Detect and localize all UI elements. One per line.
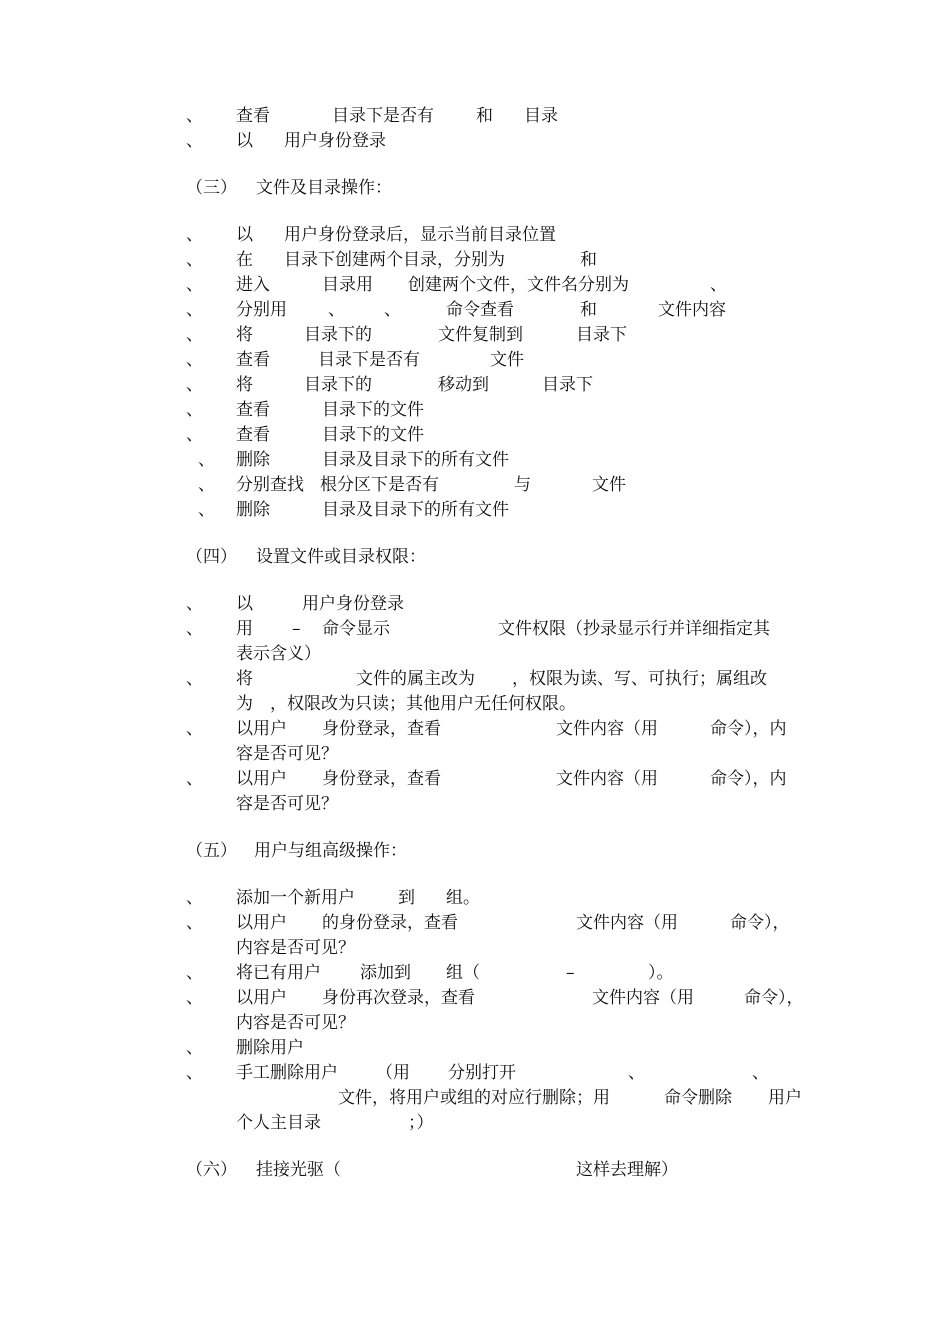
text-segment: 、 (198, 475, 215, 495)
text-segment: 、 (186, 719, 203, 739)
text-segment: 以 (236, 131, 253, 151)
text-segment: 以 (236, 594, 253, 614)
text-segment: 文件内容（用 (556, 719, 658, 739)
text-segment: 组。 (446, 888, 480, 908)
text-segment: 查看 (236, 400, 270, 420)
text-segment: 挂接光驱（ (256, 1160, 341, 1180)
text-segment: 和 (580, 300, 597, 320)
text-segment: （五） (186, 841, 237, 861)
text-segment: 、 (186, 1038, 203, 1058)
text-segment: 、 (186, 769, 203, 789)
text-segment: 身份登录，查看 (322, 719, 441, 739)
text-segment: 、 (186, 669, 203, 689)
text-segment: 、 (186, 275, 203, 295)
text-segment: 查看 (236, 106, 270, 126)
text-segment: 容是否可见？ (236, 744, 338, 764)
text-segment: 将 (236, 669, 253, 689)
text-segment: 文件内容（用 (592, 988, 694, 1008)
text-segment: 删除 (236, 500, 270, 520)
text-segment: 以用户 (236, 913, 287, 933)
text-segment: 文件复制到 (438, 325, 523, 345)
text-segment: 以用户 (236, 769, 287, 789)
text-segment: 文件内容 (658, 300, 726, 320)
text-segment: 个人主目录 (236, 1113, 321, 1133)
text-segment: ）。 (648, 963, 674, 983)
text-segment: 、 (198, 450, 215, 470)
text-segment: 用户身份登录后，显示当前目录位置 (284, 225, 556, 245)
text-segment: 用户身份登录 (302, 594, 404, 614)
text-segment: 添加到 (360, 963, 411, 983)
text-segment: 进入 (236, 275, 270, 295)
text-segment: （用 (376, 1063, 410, 1083)
text-segment: （三） (186, 178, 237, 198)
text-segment: 、 (186, 250, 203, 270)
text-segment: 设置文件或目录权限： (256, 547, 426, 567)
text-segment: 内容是否可见？ (236, 1013, 355, 1033)
text-segment: 目录下创建两个目录，分别为 (284, 250, 505, 270)
text-segment: 、 (186, 375, 203, 395)
text-segment: 、 (186, 963, 203, 983)
text-segment: 以用户 (236, 988, 287, 1008)
text-segment: 身份登录，查看 (322, 769, 441, 789)
text-segment: 用户与组高级操作： (254, 841, 407, 861)
text-segment: 文件权限（抄录显示行并详细指定其 (498, 619, 770, 639)
text-segment: 目录 (524, 106, 558, 126)
text-segment: 移动到 (438, 375, 489, 395)
text-segment: ；） (408, 1113, 434, 1133)
text-segment: 目录下是否有 (318, 350, 420, 370)
text-segment: 将 (236, 325, 253, 345)
text-segment: 目录下 (542, 375, 593, 395)
text-segment: 、 (628, 1063, 645, 1083)
text-segment: 、 (186, 350, 203, 370)
text-segment: 在 (236, 250, 253, 270)
text-segment: 、 (186, 400, 203, 420)
text-segment: 命令显示 (322, 619, 390, 639)
text-segment: 添加一个新用户 (236, 888, 355, 908)
text-segment: 命令），内 (710, 719, 787, 739)
text-segment: 、 (198, 500, 215, 520)
text-segment: 、 (186, 106, 203, 126)
text-segment: 身份再次登录，查看 (322, 988, 475, 1008)
text-segment: 命令删除 (664, 1088, 732, 1108)
text-segment: 和 (580, 250, 597, 270)
text-segment: ，权限改为只读；其他用户无任何权限。 (270, 694, 576, 714)
text-segment: ，权限为读、写、可执行；属组改 (512, 669, 767, 689)
text-segment: 目录下的 (304, 375, 372, 395)
text-segment: 命令），内 (710, 769, 787, 789)
text-segment: 目录下的 (304, 325, 372, 345)
text-segment: 目录下是否有 (332, 106, 434, 126)
text-segment: 、 (186, 300, 203, 320)
text-segment: 和 (476, 106, 493, 126)
text-segment: 容是否可见？ (236, 794, 338, 814)
text-segment: 表示含义） (236, 644, 321, 664)
text-segment: 文件内容（用 (576, 913, 678, 933)
text-segment: 创建两个文件，文件名分别为 (408, 275, 629, 295)
text-segment: 为 (236, 694, 253, 714)
text-segment: 以 (236, 225, 253, 245)
text-segment: 目录下的文件 (322, 425, 424, 445)
text-segment: 与 (514, 475, 531, 495)
text-segment: 、 (710, 275, 727, 295)
text-segment: 命令）， (730, 913, 790, 933)
text-segment: 、 (384, 300, 401, 320)
text-segment: 目录及目录下的所有文件 (322, 500, 509, 520)
text-segment: 命令查看 (446, 300, 514, 320)
text-segment: 、 (186, 325, 203, 345)
text-segment: 文件的属主改为 (356, 669, 475, 689)
text-segment: 查看 (236, 350, 270, 370)
text-segment: 目录下的文件 (322, 400, 424, 420)
text-segment: 组（ (446, 963, 480, 983)
text-segment: 将已有用户 (236, 963, 321, 983)
text-segment: 目录及目录下的所有文件 (322, 450, 509, 470)
text-segment: 文件，将用户或组的对应行删除；用 (338, 1088, 610, 1108)
text-segment: 文件 (592, 475, 626, 495)
text-segment: 、 (186, 594, 203, 614)
text-segment: 文件内容（用 (556, 769, 658, 789)
text-segment: 命令）， (744, 988, 804, 1008)
text-segment: 删除用户 (236, 1038, 304, 1058)
text-segment: 分别用 (236, 300, 287, 320)
text-segment: 将 (236, 375, 253, 395)
text-segment: 、 (186, 913, 203, 933)
text-segment: 文件 (490, 350, 524, 370)
text-segment: （四） (186, 547, 237, 567)
text-segment: 删除 (236, 450, 270, 470)
text-segment: 、 (328, 300, 345, 320)
text-segment: 、 (186, 888, 203, 908)
text-segment: （六） (186, 1160, 237, 1180)
text-segment: 根分区下是否有 (320, 475, 439, 495)
text-segment: 、 (752, 1063, 769, 1083)
text-segment: 用户 (768, 1088, 802, 1108)
text-segment: 的身份登录，查看 (322, 913, 458, 933)
text-segment: 、 (186, 988, 203, 1008)
text-segment: 目录用 (322, 275, 373, 295)
text-segment: 用 (236, 619, 253, 639)
text-segment: 、 (186, 1063, 203, 1083)
text-segment: 文件及目录操作： (256, 178, 392, 198)
text-segment: 分别查找 (236, 475, 304, 495)
text-segment: 到 (398, 888, 415, 908)
text-segment: 这样去理解） (576, 1160, 678, 1180)
text-segment: 、 (186, 619, 203, 639)
text-segment: – (566, 963, 575, 983)
text-segment: 、 (186, 425, 203, 445)
text-segment: – (292, 619, 301, 639)
text-segment: 分别打开 (448, 1063, 516, 1083)
text-segment: 、 (186, 225, 203, 245)
text-segment: 查看 (236, 425, 270, 445)
text-segment: 目录下 (576, 325, 627, 345)
text-segment: 、 (186, 131, 203, 151)
text-segment: 内容是否可见？ (236, 938, 355, 958)
text-segment: 以用户 (236, 719, 287, 739)
text-segment: 手工删除用户 (236, 1063, 338, 1083)
text-segment: 用户身份登录 (284, 131, 386, 151)
